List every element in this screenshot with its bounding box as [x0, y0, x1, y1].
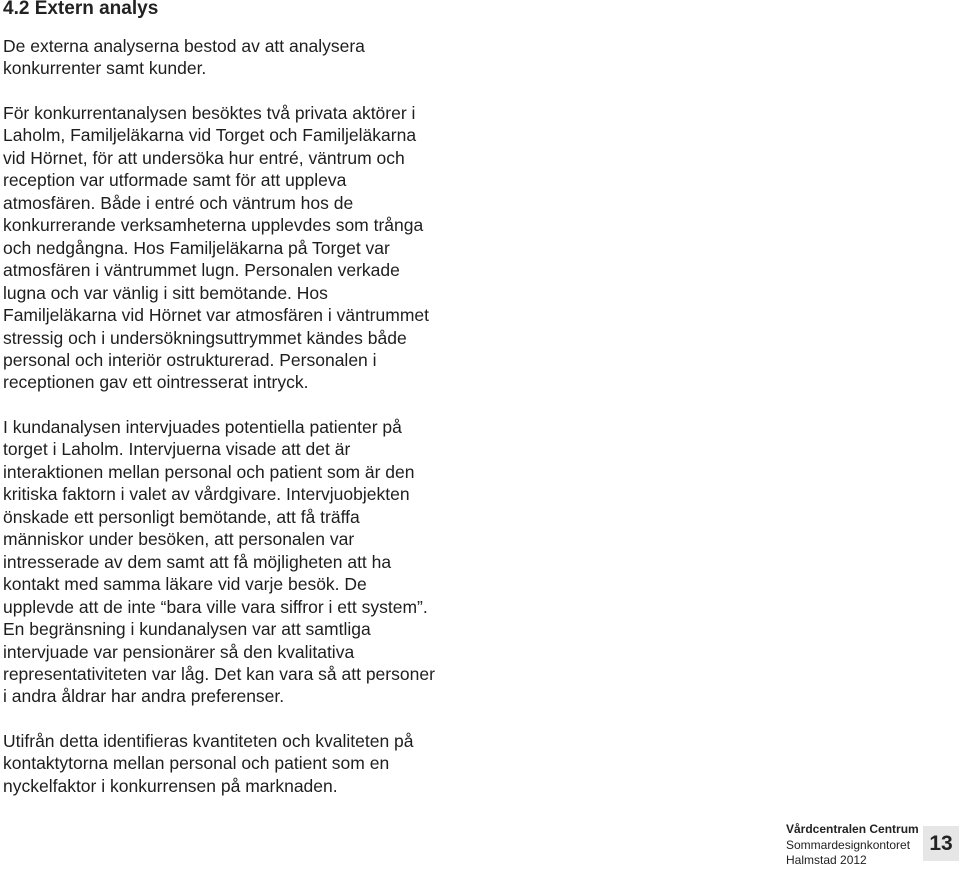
text-line: För konkurrentanalysen besöktes två privata aktörer i [3, 103, 416, 123]
text-line: En begränsning i kundanalysen var att samtliga [3, 619, 371, 640]
footer [786, 822, 919, 869]
text-line: önskade ett personligt bemötande, att få träffa [3, 506, 360, 527]
footer-department: Sommardesignkontoret [786, 837, 911, 852]
text-line: atmosfären i väntrummet lugn. Personalen verkade [3, 260, 400, 281]
text-line: kontaktytorna mellan personal och patient som en [3, 753, 390, 774]
text-line: receptionen gav ett ointresserat intryck. [3, 372, 309, 393]
text-line: personal och interiör ostrukturerad. Personalen i [3, 349, 377, 370]
text-line: konkurrenter samt kunder. [3, 58, 207, 79]
text-line: konkurrerande verksamheterna upplevdes som trånga [3, 215, 424, 236]
text-line: i andra åldrar har andra preferenser. [3, 686, 285, 707]
text-line: nyckelfaktor i konkurrensen på marknaden. [3, 775, 338, 796]
text-line: De externa analyserna bestod av att analysera [3, 36, 365, 56]
paragraph-customer-analysis [3, 416, 435, 708]
section-heading: 4.2 Extern analys [3, 0, 159, 19]
text-line: intervjuade var pensionärer så den kvalitativa [3, 641, 355, 662]
footer-organization: Vårdcentralen Centrum [786, 822, 919, 836]
text-line: Familjeläkarna vid Hörnet var atmosfären i väntrummet [3, 305, 429, 326]
paragraph-competitor-analysis [3, 102, 429, 394]
footer-place-year: Halmstad 2012 [786, 853, 867, 867]
text-line: interaktionen mellan personal och patient som är den [3, 461, 415, 482]
paragraph-intro [3, 35, 365, 80]
paragraph-conclusion [3, 730, 414, 797]
text-line: torget i Laholm. Intervjuerna visade att det är [3, 439, 351, 460]
text-line: kritiska faktorn i valet av vårdgivare. Intervjuobjekten [3, 484, 410, 505]
text-line: I kundanalysen intervjuades potentiella patienter på [3, 417, 402, 437]
text-line: representativiteten var låg. Det kan vara så att personer [3, 663, 435, 684]
text-line: människor under besöken, att personalen var [3, 529, 355, 550]
text-line: Laholm, Familjeläkarna vid Torget och Familjeläkarna [3, 125, 417, 146]
text-line: lugna och var vänlig i sitt bemötande. Hos [3, 282, 328, 303]
page-number: 13 [923, 826, 959, 861]
text-line: och nedgångna. Hos Familjeläkarna på Torget var [3, 237, 390, 258]
text-line: kontakt med samma läkare vid varje besök. De [3, 574, 367, 595]
text-line: atmosfären. Både i entré och väntrum hos de [3, 192, 354, 213]
text-line: stressig och i undersökningsuttrymmet kändes både [3, 327, 407, 348]
text-line: vid Hörnet, för att undersöka hur entré, väntrum och [3, 147, 405, 168]
text-line: intresserade av dem samt att få möjligheten att ha [3, 551, 392, 572]
text-line: upplevde att de inte “bara ville vara siffror i ett system”. [3, 596, 428, 617]
text-line: reception var utformade samt för att uppleva [3, 170, 347, 191]
text-line: Utifrån detta identifieras kvantiteten och kvaliteten på [3, 731, 414, 751]
